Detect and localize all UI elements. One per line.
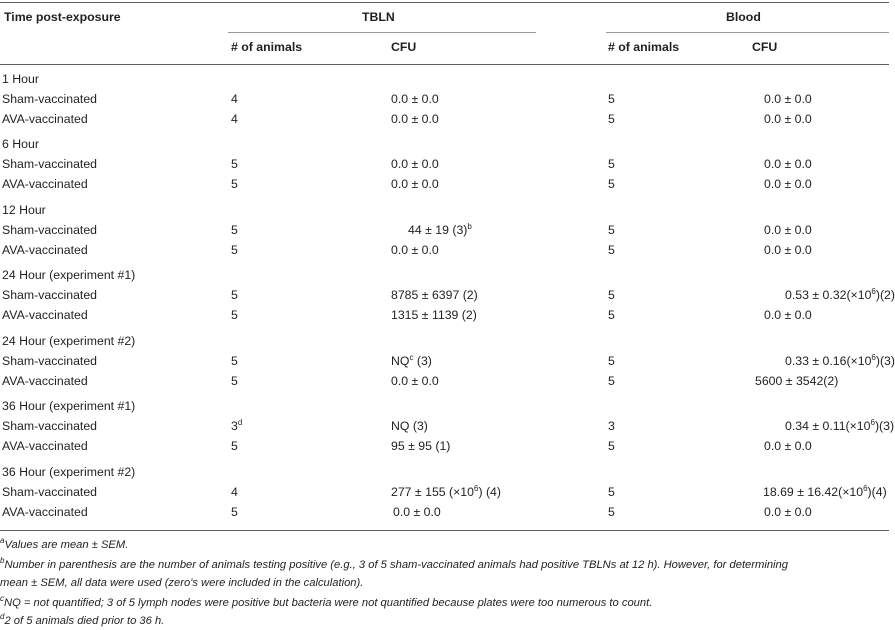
tbln-cfu-cell-value: 0.0 ± 0.0	[391, 92, 439, 106]
footnote-line	[0, 614, 164, 629]
blood-cfu-cell	[764, 92, 812, 106]
tbln-animals-cell	[231, 92, 238, 106]
tbln-animals-cell	[231, 505, 238, 519]
blood-cfu-cell	[764, 439, 812, 453]
tbln-animals-cell-value: 5	[231, 308, 238, 322]
blood-cfu-cell	[785, 288, 895, 302]
blood-animals-cell-value: 5	[608, 243, 615, 257]
row-label: Sham-vaccinated	[2, 157, 98, 171]
blood-animals-cell-value: 5	[608, 177, 615, 191]
tbln-animals-cell	[231, 308, 238, 322]
row-label: Sham-vaccinated	[2, 354, 98, 368]
blood-animals-cell-value: 5	[608, 92, 615, 106]
tbln-cfu-cell-value: 0.0 ± 0.0	[391, 177, 439, 191]
blood-cfu-cell-superscript: 6	[871, 287, 876, 296]
group-label: 24 Hour (experiment #1)	[2, 268, 136, 282]
tbln-animals-cell	[231, 243, 238, 257]
header-blood-animals: # of animals	[608, 40, 680, 54]
group-label: 1 Hour	[2, 72, 39, 86]
tbln-animals-cell	[231, 354, 238, 368]
tbln-cfu-cell-superscript: b	[467, 222, 472, 231]
tbln-cfu-cell-value: 0.0 ± 0.0	[391, 243, 439, 257]
tbln-cfu-cell-value: 0.0 ± 0.0	[391, 157, 439, 171]
tbln-cfu-cell-suffix: (3)	[413, 354, 432, 368]
tbln-cfu-cell-value: 44 ± 19 (3)	[408, 223, 468, 237]
blood-cfu-cell	[764, 112, 812, 126]
footnote-text: NQ = not quantified; 3 of 5 lymph nodes were positive but bacteria were not quantified because plates were too numerous to count.	[4, 597, 653, 609]
tbln-cfu-cell-value: 0.0 ± 0.0	[391, 112, 439, 126]
tbln-animals-cell-value: 5	[231, 157, 238, 171]
tbln-animals-cell	[231, 374, 238, 388]
header-bottom-rule	[0, 64, 889, 65]
footnote-line	[0, 576, 363, 591]
blood-cfu-cell-superscript: 6	[871, 353, 876, 362]
tbln-cfu-cell-value: 95 ± 95 (1)	[391, 439, 451, 453]
tbln-animals-cell	[231, 223, 238, 237]
row-label: AVA-vaccinated	[2, 243, 88, 257]
tbln-animals-cell	[231, 439, 238, 453]
tbln-cfu-cell-value: NQ (3)	[391, 419, 428, 433]
blood-cfu-cell	[764, 308, 812, 322]
blood-cfu-cell-value: 5600 ± 3542(2)	[755, 374, 839, 388]
blood-cfu-cell-value: 0.0 ± 0.0	[764, 243, 812, 257]
blood-animals-cell	[608, 223, 615, 237]
tbln-animals-cell-value: 4	[231, 485, 238, 499]
tbln-animals-cell-value: 5	[231, 354, 238, 368]
tbln-cfu-cell-value: NQ	[391, 354, 410, 368]
tbln-animals-cell	[231, 419, 242, 433]
blood-animals-cell	[608, 177, 615, 191]
blood-animals-cell-value: 3	[608, 419, 615, 433]
tbln-animals-cell	[231, 112, 238, 126]
tbln-cfu-cell	[391, 92, 439, 106]
tbln-cfu-cell-value: 1315 ± 1139 (2)	[391, 308, 477, 322]
blood-animals-cell-value: 5	[608, 157, 615, 171]
tbln-cfu-cell-suffix: ) (4)	[478, 485, 501, 499]
blood-cfu-cell	[764, 505, 812, 519]
blood-cfu-cell	[764, 223, 812, 237]
footnote-line	[0, 538, 128, 553]
blood-animals-cell	[608, 288, 615, 302]
tbln-cfu-cell	[391, 308, 477, 322]
blood-cfu-cell-value: 0.0 ± 0.0	[764, 112, 812, 126]
blood-cfu-cell-value: 0.34 ± 0.11(×10	[785, 419, 871, 433]
tbln-animals-cell-value: 4	[231, 112, 238, 126]
blood-cfu-cell	[755, 374, 838, 388]
tbln-cfu-cell-value: 0.0 ± 0.0	[393, 505, 441, 519]
blood-animals-cell-value: 5	[608, 505, 615, 519]
header-blood: Blood	[726, 10, 761, 24]
blood-animals-cell	[608, 157, 615, 171]
tbln-cfu-cell	[391, 112, 439, 126]
tbln-animals-cell-superscript: d	[237, 418, 243, 427]
blood-animals-cell	[608, 243, 615, 257]
footnote-text: Number in parenthesis are the number of animals testing positive (e.g., 3 of 5 sham-vaccinated animals had positive TBLNs at 12 h). However, for determining	[4, 559, 788, 571]
blood-animals-cell	[608, 485, 615, 499]
table-bottom-rule	[0, 530, 889, 531]
footnote-text: mean ± SEM, all data were used (zero's were included in the calculation).	[0, 577, 364, 589]
footnote-mark: d	[0, 612, 5, 621]
blood-cfu-cell-value: 0.0 ± 0.0	[764, 177, 812, 191]
tbln-animals-cell	[231, 177, 238, 191]
row-label: AVA-vaccinated	[2, 112, 88, 126]
footnote-line	[0, 596, 652, 611]
blood-cfu-cell-superscript: 6	[863, 484, 868, 493]
tbln-animals-cell-value: 4	[231, 92, 238, 106]
blood-animals-cell	[608, 354, 615, 368]
row-label: Sham-vaccinated	[2, 92, 98, 106]
row-label: AVA-vaccinated	[2, 505, 88, 519]
row-label: Sham-vaccinated	[2, 223, 98, 237]
blood-cfu-cell-value: 0.33 ± 0.16(×10	[785, 354, 872, 368]
row-label: AVA-vaccinated	[2, 177, 88, 191]
tbln-cfu-cell-superscript: 6	[474, 484, 479, 493]
blood-animals-cell-value: 5	[608, 485, 615, 499]
blood-cfu-cell	[764, 243, 812, 257]
tbln-animals-cell-value: 5	[231, 439, 238, 453]
tbln-group-rule	[228, 32, 536, 33]
footnote-text: 2 of 5 animals died prior to 36 h.	[4, 615, 165, 627]
tbln-animals-cell	[231, 288, 238, 302]
blood-cfu-cell-suffix: )(2)	[875, 288, 895, 302]
group-label: 24 Hour (experiment #2)	[2, 334, 136, 348]
footnote-mark: b	[0, 556, 5, 565]
blood-animals-cell-value: 5	[608, 439, 615, 453]
header-tbln-cfu: CFU	[391, 40, 417, 54]
blood-animals-cell-value: 5	[608, 374, 615, 388]
blood-animals-cell	[608, 505, 615, 519]
blood-animals-cell	[608, 374, 615, 388]
group-label: 36 Hour (experiment #2)	[2, 465, 136, 479]
blood-animals-cell-value: 5	[608, 112, 615, 126]
tbln-cfu-cell	[391, 243, 439, 257]
blood-cfu-cell	[764, 177, 812, 191]
tbln-animals-cell-value: 5	[231, 177, 238, 191]
tbln-cfu-cell	[393, 505, 441, 519]
blood-animals-cell-value: 5	[608, 354, 615, 368]
row-label: AVA-vaccinated	[2, 308, 88, 322]
header-blood-cfu: CFU	[752, 40, 778, 54]
tbln-cfu-cell-superscript: c	[409, 353, 414, 362]
tbln-animals-cell-value: 5	[231, 223, 238, 237]
blood-cfu-cell-value: 0.0 ± 0.0	[764, 92, 812, 106]
row-label: Sham-vaccinated	[2, 485, 98, 499]
row-label: Sham-vaccinated	[2, 288, 98, 302]
blood-cfu-cell-value: 0.0 ± 0.0	[764, 308, 812, 322]
blood-cfu-cell-value: 18.69 ± 16.42(×10	[763, 485, 864, 499]
row-label: Sham-vaccinated	[2, 419, 98, 433]
tbln-cfu-cell	[391, 419, 428, 433]
blood-cfu-cell	[785, 419, 894, 433]
tbln-cfu-cell	[391, 288, 478, 302]
blood-cfu-cell	[764, 157, 812, 171]
blood-cfu-cell-suffix: )(3)	[875, 354, 895, 368]
tbln-cfu-cell	[391, 157, 439, 171]
blood-group-rule	[606, 32, 889, 33]
blood-cfu-cell	[763, 485, 887, 499]
table-top-rule	[0, 2, 889, 3]
blood-animals-cell	[608, 308, 615, 322]
blood-cfu-cell-value: 0.0 ± 0.0	[764, 223, 812, 237]
tbln-cfu-cell	[391, 485, 501, 499]
blood-cfu-cell	[785, 354, 895, 368]
header-tbln: TBLN	[362, 10, 395, 24]
tbln-animals-cell-value: 5	[231, 505, 238, 519]
tbln-animals-cell	[231, 485, 238, 499]
tbln-cfu-cell-value: 277 ± 155 (×10	[391, 485, 474, 499]
row-label: AVA-vaccinated	[2, 374, 88, 388]
row-label: AVA-vaccinated	[2, 439, 88, 453]
footnote-line	[0, 558, 788, 573]
tbln-cfu-cell	[391, 177, 439, 191]
blood-cfu-cell-superscript: 6	[870, 418, 875, 427]
header-time: Time post-exposure	[4, 10, 121, 24]
group-label: 12 Hour	[2, 203, 46, 217]
tbln-cfu-cell-value: 0.0 ± 0.0	[391, 374, 439, 388]
tbln-animals-cell-value: 5	[231, 374, 238, 388]
footnote-text: Values are mean ± SEM.	[4, 539, 129, 551]
tbln-animals-cell-value: 3	[231, 419, 238, 433]
blood-animals-cell	[608, 439, 615, 453]
footnote-mark: a	[0, 536, 5, 545]
group-label: 36 Hour (experiment #1)	[2, 399, 136, 413]
tbln-cfu-cell	[391, 374, 439, 388]
tbln-animals-cell-value: 5	[231, 288, 238, 302]
blood-cfu-cell-value: 0.53 ± 0.32(×10	[785, 288, 872, 302]
blood-cfu-cell-suffix: )(4)	[867, 485, 887, 499]
footnote-mark: c	[0, 594, 4, 603]
blood-animals-cell-value: 5	[608, 308, 615, 322]
tbln-cfu-cell	[391, 439, 450, 453]
blood-cfu-cell-value: 0.0 ± 0.0	[764, 505, 812, 519]
tbln-cfu-cell	[408, 223, 472, 237]
blood-animals-cell	[608, 112, 615, 126]
header-tbln-animals: # of animals	[231, 40, 303, 54]
blood-animals-cell	[608, 92, 615, 106]
blood-animals-cell-value: 5	[608, 288, 615, 302]
blood-cfu-cell-value: 0.0 ± 0.0	[764, 439, 812, 453]
blood-cfu-cell-value: 0.0 ± 0.0	[764, 157, 812, 171]
blood-animals-cell	[608, 419, 615, 433]
tbln-animals-cell-value: 5	[231, 243, 238, 257]
blood-cfu-cell-suffix: )(3)	[874, 419, 895, 433]
tbln-cfu-cell	[391, 354, 432, 368]
tbln-animals-cell	[231, 157, 238, 171]
tbln-cfu-cell-value: 8785 ± 6397 (2)	[391, 288, 478, 302]
group-label: 6 Hour	[2, 137, 39, 151]
blood-animals-cell-value: 5	[608, 223, 615, 237]
